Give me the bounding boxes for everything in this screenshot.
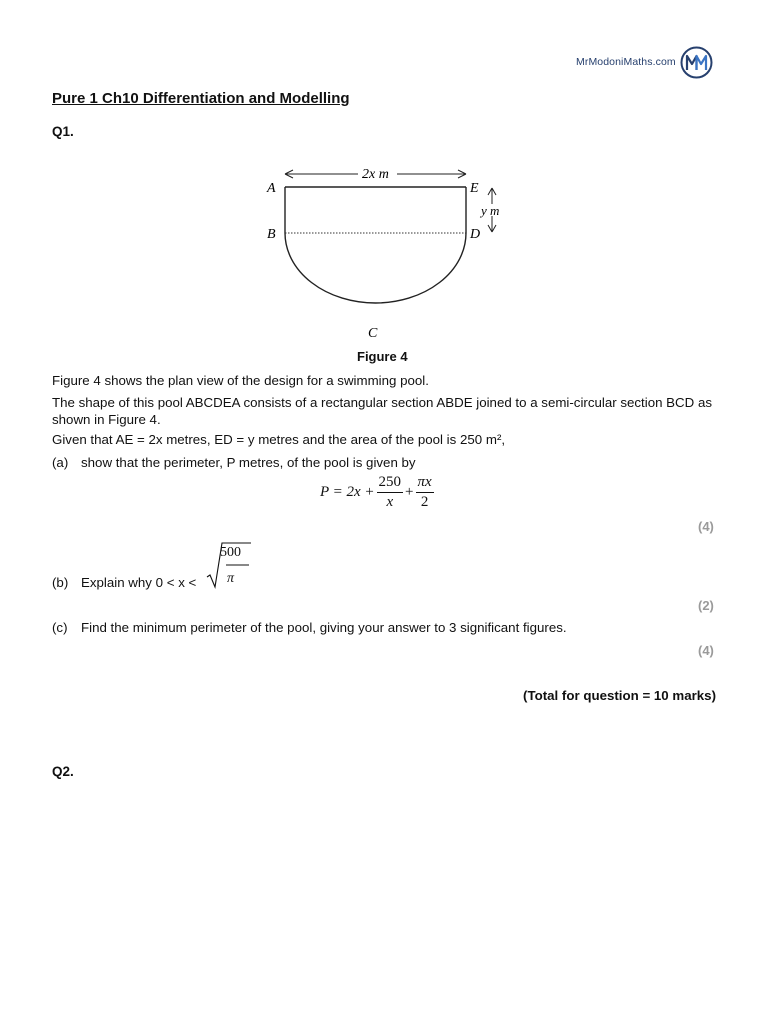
figure-caption: Figure 4 — [357, 349, 408, 364]
part-a-marks: (4) — [698, 519, 714, 534]
part-c-text: Find the minimum perimeter of the pool, giving your answer to 3 significant figures. — [81, 620, 567, 635]
label-a: A — [267, 181, 276, 196]
label-e: E — [470, 181, 479, 196]
part-b-label: (b) — [52, 575, 69, 590]
sqrt-denominator: π — [227, 571, 235, 586]
total-marks: (Total for question = 10 marks) — [523, 688, 716, 703]
formula-plus: + — [405, 484, 414, 500]
frac2-numerator: πx — [416, 474, 434, 493]
frac1-numerator: 250 — [377, 474, 404, 493]
part-c-label: (c) — [52, 620, 68, 635]
label-d: D — [470, 227, 481, 242]
perimeter-formula — [320, 474, 436, 511]
label-c: C — [368, 326, 378, 341]
intro-line-3: Given that AE = 2x metres, ED = y metres and the area of the pool is 250 m², — [52, 432, 506, 447]
width-label: 2x m — [362, 167, 389, 182]
intro-line-2: The shape of this pool ABCDEA consists of a rectangular section ABDE joined to a semi-circular section BCD as shown in Figure 4. — [52, 395, 712, 427]
frac1-denominator: x — [386, 494, 394, 510]
brand-name: MrModoniMaths.com — [576, 56, 676, 68]
part-c-marks: (4) — [698, 643, 714, 658]
page-title: Pure 1 Ch10 Differentiation and Modelling — [52, 90, 350, 107]
part-b-marks: (2) — [698, 598, 714, 613]
frac2-denominator: 2 — [420, 494, 429, 510]
question-2-label: Q2. — [52, 764, 74, 779]
formula-lhs: P = 2x + — [320, 484, 375, 500]
sqrt-numerator: 500 — [220, 545, 241, 560]
part-b-text: Explain why 0 < x < — [81, 575, 197, 590]
height-label: y m — [481, 203, 500, 218]
part-a-label: (a) — [52, 455, 69, 470]
intro-line-1: Figure 4 shows the plan view of the design for a swimming pool. — [52, 373, 429, 388]
mm-logo-icon — [680, 46, 713, 79]
pool-diagram — [255, 158, 525, 343]
label-b: B — [267, 227, 276, 242]
question-1-label: Q1. — [52, 124, 74, 139]
part-a-text: show that the perimeter, P metres, of the pool is given by — [81, 455, 416, 470]
brand-header — [576, 46, 713, 78]
